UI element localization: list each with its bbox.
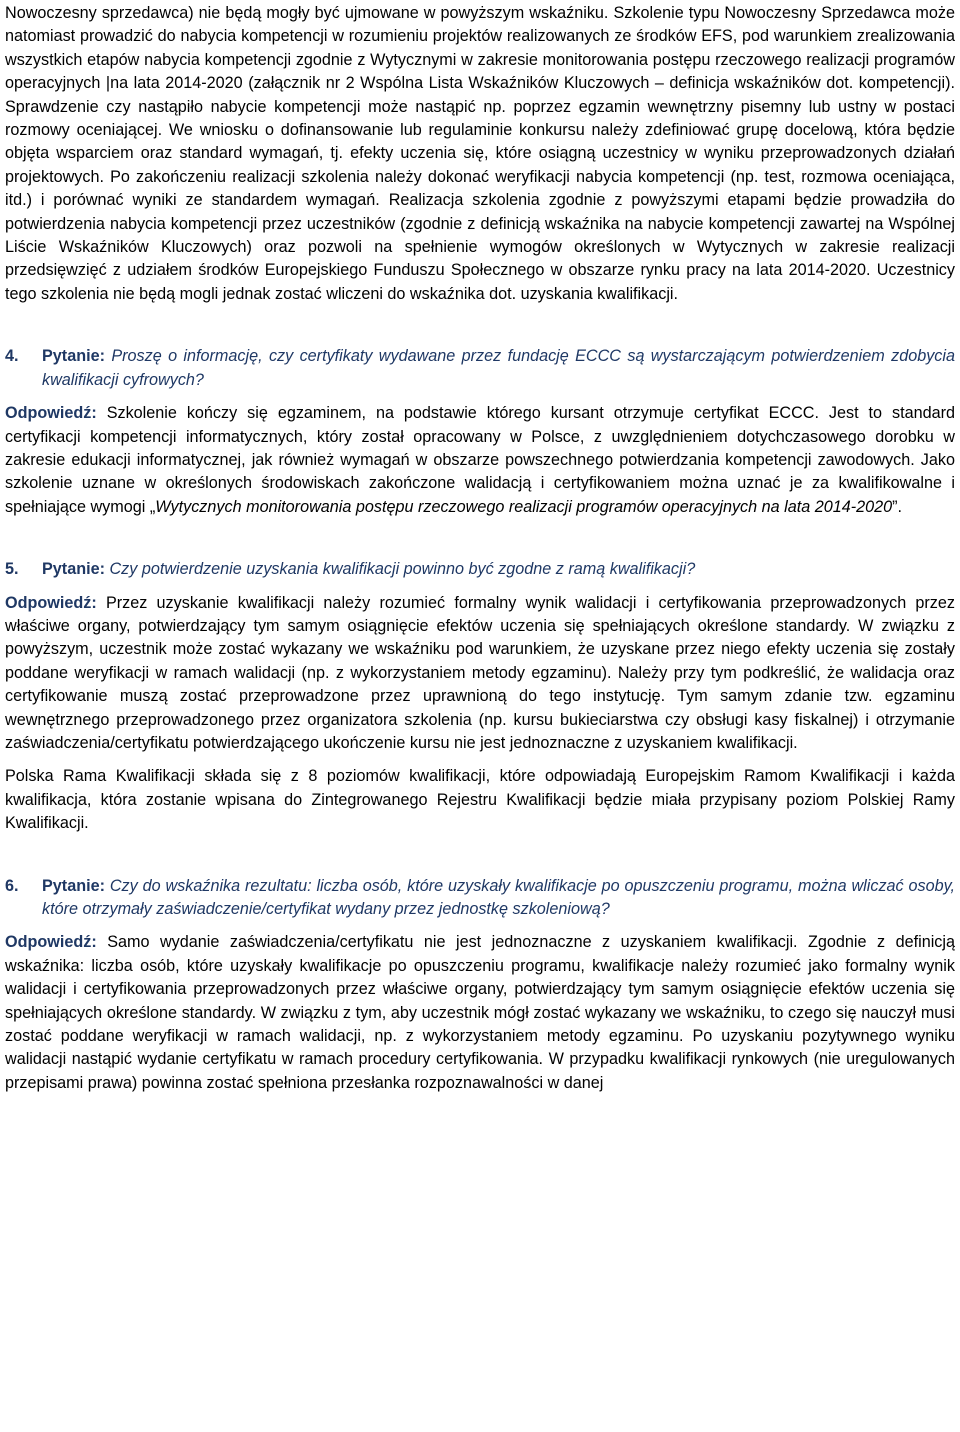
answer-end: ”. bbox=[892, 497, 903, 516]
question-number: 6. bbox=[5, 876, 19, 895]
question-label: Pytanie: bbox=[42, 347, 105, 366]
answer-text: Szkolenie kończy się egzaminem, na podstawie którego kursant otrzymuje certyfikat ECCC. Jest to standard certyfikacji kompetencji informatycznych, który został opracowany w Polsce, z uwzględnieniem dotychczasowego dorobku w zakresie edukacji informatycznej, jak również wymagań w obszarze powszechnego potwierdzania kompetencji zawodowych. Jako szkolenie uznane w określonych środowiskach zakończone walidacją i certyfikowaniem można uznać je za kwalifikowalne i spełniające wymogi „ bbox=[5, 404, 955, 516]
answer-5 bbox=[5, 592, 955, 756]
question-6 bbox=[5, 875, 955, 922]
answer-4 bbox=[5, 402, 955, 519]
intro-paragraph: Nowoczesny sprzedawca) nie będą mogły być ujmowane w powyższym wskaźniku. Szkolenie typu Nowoczesny Sprzedawca może natomiast prowadzić do nabycia kompetencji w rozumieniu projektów realizowanych ze środków EFS, pod warunkiem zrealizowania wszystkich etapów nabycia kompetencji zgodnie z Wytycznymi w zakresie monitorowania postępu rzeczowego realizacji programów operacyjnych |na lata 2014-2020 (załącznik nr 2 Wspólna Lista Wskaźników Kluczowych – definicja wskaźników dot. kompetencji). Sprawdzenie czy nastąpiło nabycie kompetencji może nastąpić np. poprzez egzamin wewnętrzny pisemny lub ustny w postaci rozmowy oceniającej. We wniosku o dofinansowanie lub regulaminie konkursu należy zdefiniować grupę docelową, która będzie objęta wsparciem oraz standard wymagań, tj. efekty uczenia się, które osiągną uczestnicy w wyniku przeprowadzonych działań projektowych. Po zakończeniu realizacji szkolenia należy dokonać weryfikacji nabycia kompetencji (np. test, rozmowa oceniająca, itd.) i porównać wyniki ze standardem wymagań. Realizacja szkolenia zgodnie z powyższymi etapami będzie prowadziła do potwierdzenia nabycia kompetencji przez uczestników (zgodnie z definicją wskaźnika na nabycie kompetencji zawartej na Wspólnej Liście Wskaźników Kluczowych) oraz pozwoli na spełnienie wymogów określonych w Wytycznych w zakresie realizacji przedsięwzięć z udziałem środków Europejskiego Funduszu Społecznego w obszarze rynku pracy na lata 2014-2020. Uczestnicy tego szkolenia nie będą mogli jednak zostać wliczeni do wskaźnika dot. uzyskania kwalifikacji. bbox=[5, 4, 955, 303]
answer-5-paragraph-2: Polska Rama Kwalifikacji składa się z 8 poziomów kwalifikacji, które odpowiadają Europejskim Ramom Kwalifikacji i każda kwalifikacja, która zostanie wpisana do Zintegrowanego Rejestru Kwalifikacji będzie miała przypisany poziom Polskiej Ramy Kwalifikacji. bbox=[5, 767, 955, 833]
question-label: Pytanie: bbox=[42, 876, 105, 895]
question-text: Proszę o informację, czy certyfikaty wydawane przez fundację ECCC są wystarczającym potwierdzeniem zdobycia kwalifikacji cyfrowych? bbox=[42, 347, 955, 389]
answer-label: Odpowiedź: bbox=[5, 933, 97, 952]
question-label: Pytanie: bbox=[42, 560, 105, 579]
question-text: Czy potwierdzenie uzyskania kwalifikacji powinno być zgodne z ramą kwalifikacji? bbox=[109, 560, 696, 579]
answer-label: Odpowiedź: bbox=[5, 593, 97, 612]
answer-italic-title: Wytycznych monitorowania postępu rzeczowego realizacji programów operacyjnych na lata 2014-2020 bbox=[155, 497, 893, 516]
question-4 bbox=[5, 345, 955, 392]
document-page bbox=[5, 2, 955, 1095]
question-number: 4. bbox=[5, 347, 19, 366]
question-5 bbox=[5, 558, 955, 581]
answer-6 bbox=[5, 931, 955, 1095]
question-number: 5. bbox=[5, 560, 19, 579]
question-text: Czy do wskaźnika rezultatu: liczba osób, które uzyskały kwalifikacje po opuszczeniu programu, można wliczać osoby, które otrzymały zaświadczenie/certyfikat wydany przez jednostkę szkoleniową? bbox=[42, 876, 955, 918]
answer-text: Samo wydanie zaświadczenia/certyfikatu nie jest jednoznaczne z uzyskaniem kwalifikacji. Zgodnie z definicją wskaźnika: liczba osób, które uzyskały kwalifikacje po opuszczeniu programu, kwalifikacje należy rozumieć jako formalny wynik walidacji i certyfikowania przeprowadzonych przez właściwe organy, potwierdzający tym samym osiągnięcie efektów uczenia się spełniających określone standardy. W związku z tym, aby uczestnik mógł zostać wykazany we wskaźniku, to czego się nauczył musi zostać poddane weryfikacji w ramach walidacji, np. z wykorzystaniem metody egzaminu. Po uzyskaniu pozytywnego wyniku walidacji nastąpić wydanie certyfikatu w ramach procedury certyfikowania. W przypadku kwalifikacji rynkowych (nie uregulowanych przepisami prawa) powinna zostać spełniona przesłanka rozpoznawalności w danej bbox=[5, 933, 955, 1092]
answer-label: Odpowiedź: bbox=[5, 404, 97, 423]
answer-text: Przez uzyskanie kwalifikacji należy rozumieć formalny wynik walidacji i certyfikowania przeprowadzonych przez właściwe organy, potwierdzający tym samym osiągnięcie efektów uczenia się spełniających określone standardy. W związku z powyższym, uczestnik może zostać wykazany we wskaźniku pod warunkiem, że uzyskane przez niego efekty uczenia się zostały poddane weryfikacji w ramach walidacji (np. z wykorzystaniem metody egzaminu). Należy przy tym podkreślić, że walidacja oraz certyfikowanie muszą zostać przeprowadzone przez uprawnioną do tego instytucję. Tym samym zdanie tzw. egzaminu wewnętrznego przeprowadzonego przez organizatora szkolenia (np. kursu bukieciarstwa czy obsługi kasy fiskalnej) i otrzymanie zaświadczenia/certyfikatu potwierdzającego ukończenie kursu nie jest jednoznaczne z uzyskaniem kwalifikacji. bbox=[5, 593, 956, 752]
